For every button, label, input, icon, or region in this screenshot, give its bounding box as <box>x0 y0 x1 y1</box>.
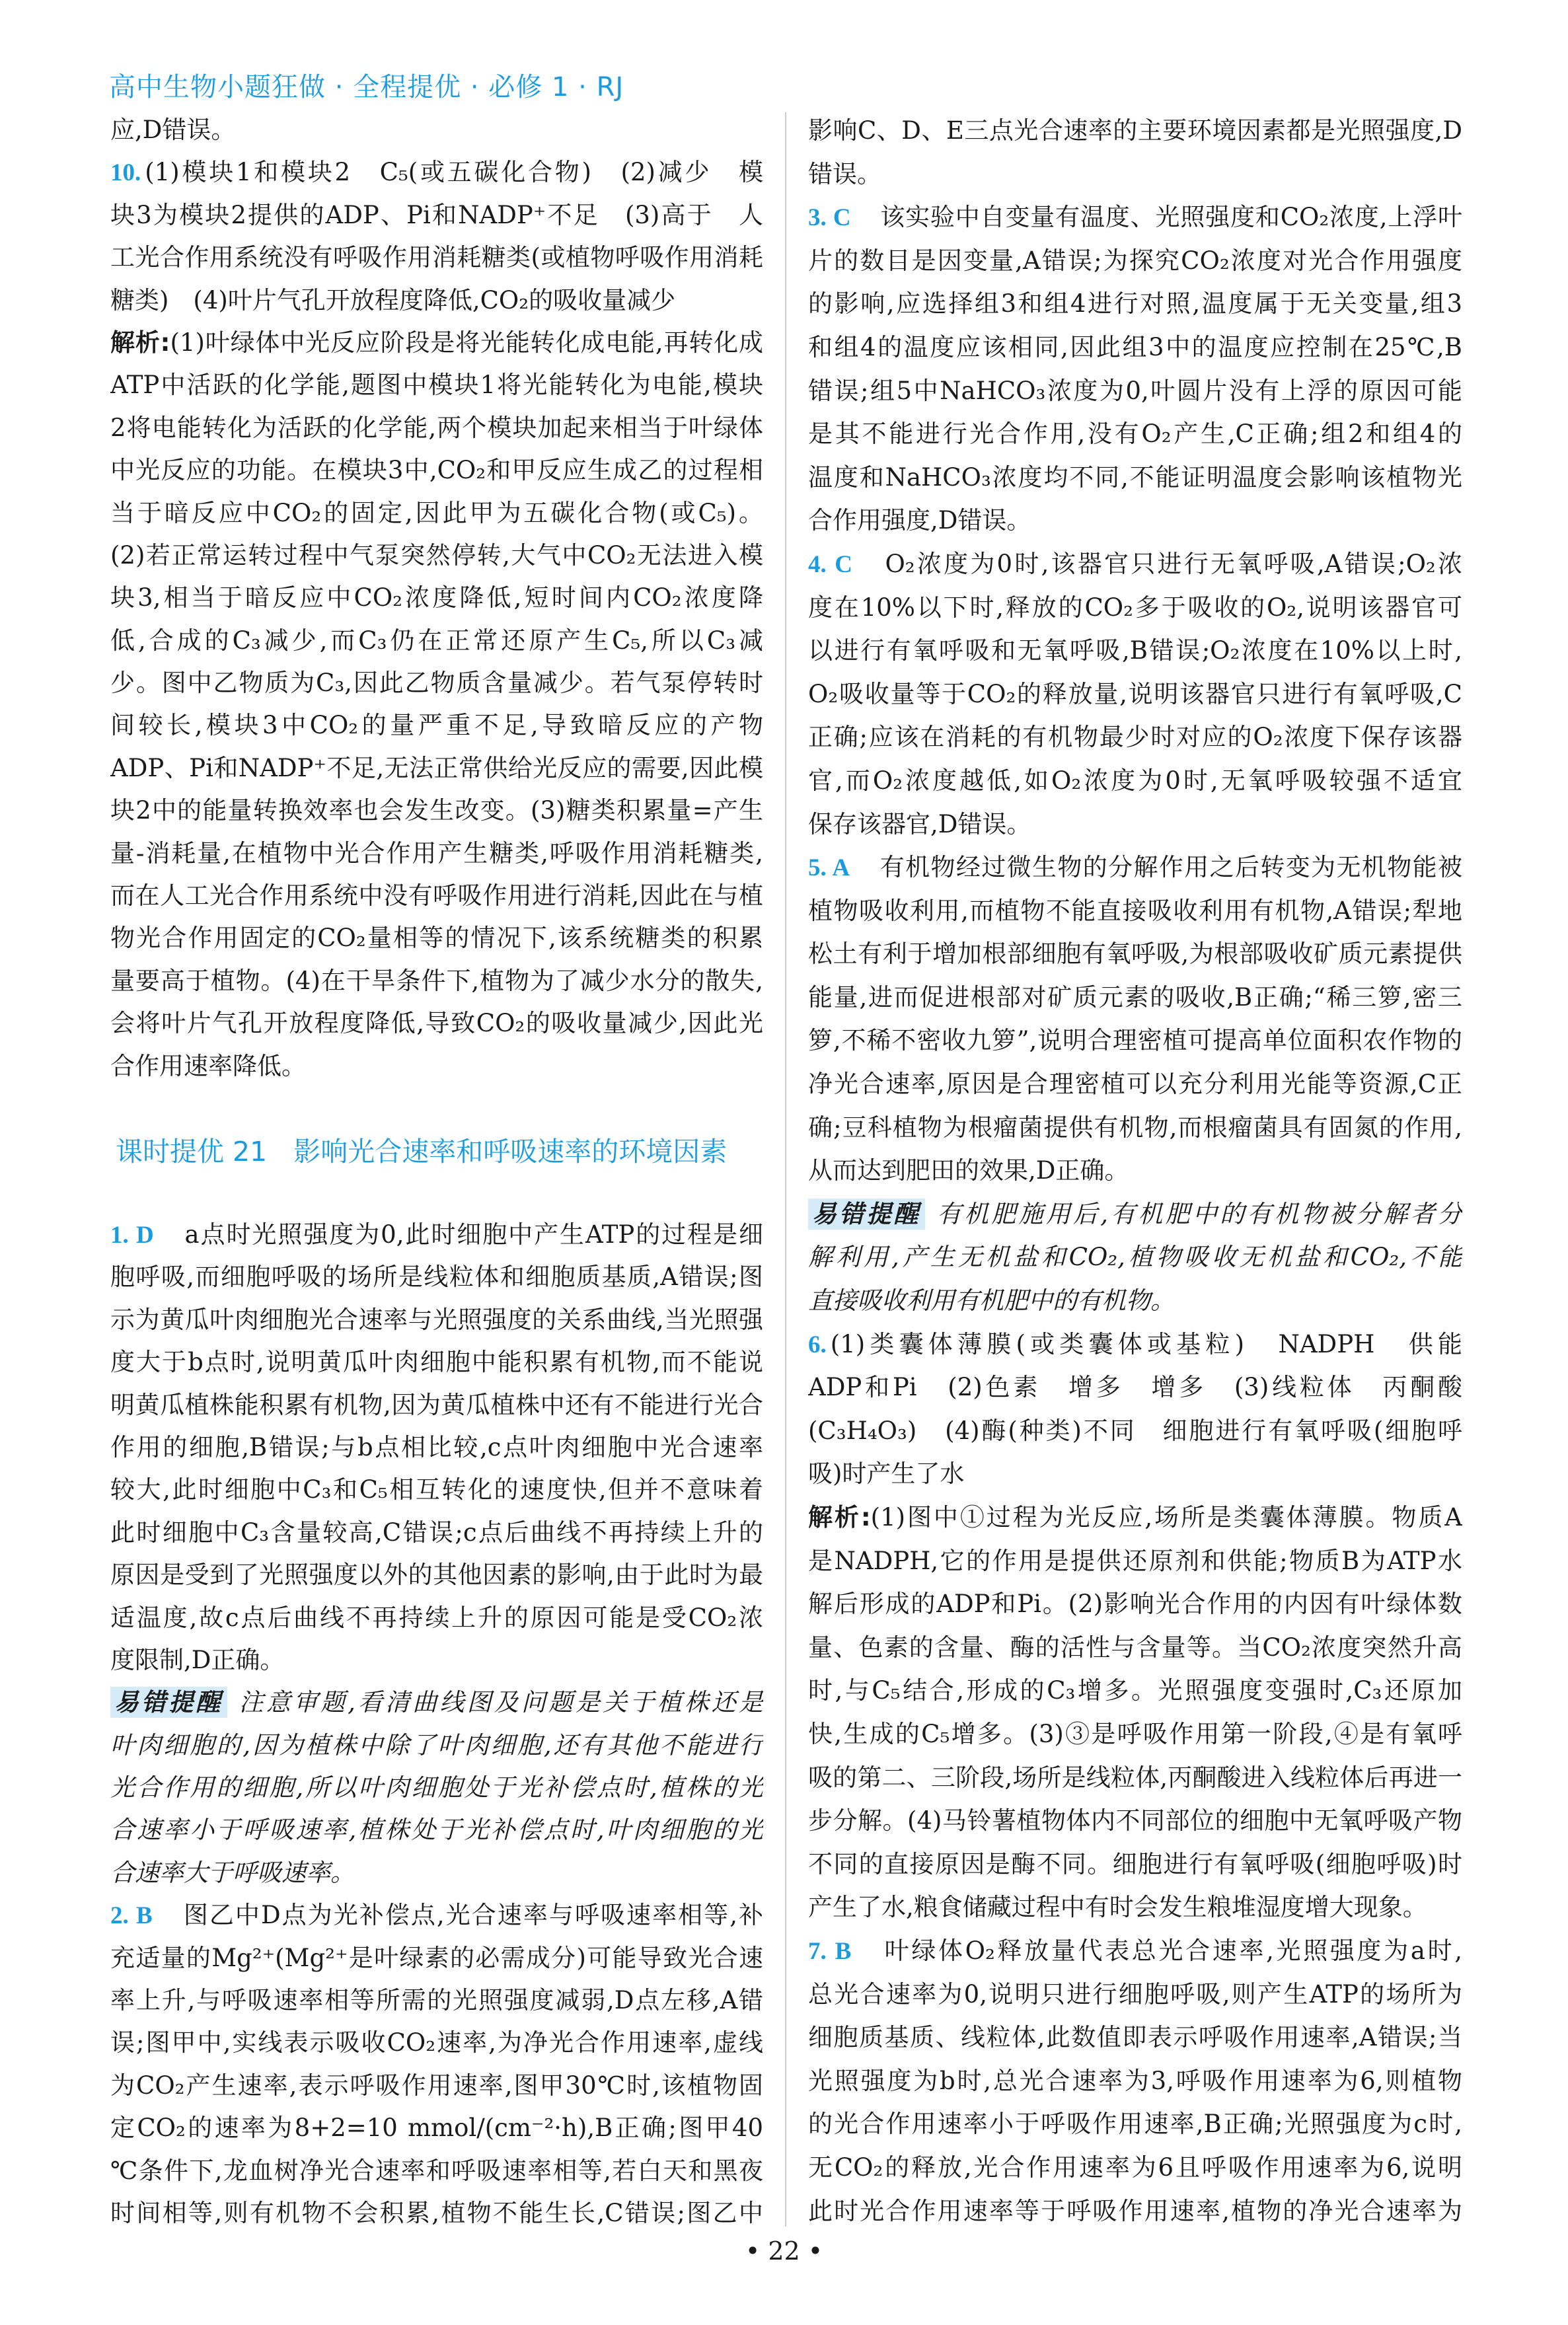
line-text: 块3为模块2提供的ADP、Pi和NADP⁺不足 (3)高于 人 <box>110 200 763 229</box>
line-text: O₂浓度为0时,该器官只进行无氧呼吸,A错误;O₂浓 <box>856 549 1462 578</box>
text-line <box>110 1512 763 1554</box>
line-text: 当于暗反应中CO₂的固定,因此甲为五碳化合物(或C₅)。 <box>110 498 763 527</box>
text-line <box>110 1554 763 1596</box>
left-column-top <box>110 109 763 1088</box>
text-line <box>808 1452 1462 1496</box>
line-text: 原因是受到了光照强度以外的其他因素的影响,由于此时为最 <box>110 1561 763 1590</box>
text-line <box>808 1019 1462 1062</box>
answer-item <box>808 196 1462 542</box>
text-line <box>110 194 763 237</box>
line-text: 和组4的温度应该相同,因此组3中的温度应控制在25℃,B <box>808 332 1462 361</box>
error-tip <box>110 1681 763 1894</box>
line-text: 量、色素的含量、酶的活性与含量等。当CO₂浓度突然升高 <box>808 1633 1462 1662</box>
line-text: 适温度,故c点后曲线不再持续上升的原因可能是受CO₂浓 <box>110 1603 763 1632</box>
error-tip-label: 易错提醒 <box>110 1687 227 1718</box>
line-text: 时间相等,则有机物不会积累,植物不能生长,C错误;图乙中 <box>110 2198 763 2227</box>
line-text: 注意审题,看清曲线图及问题是关于植株还是 <box>239 1688 763 1717</box>
answer-item <box>808 1929 1462 2233</box>
text-line <box>110 662 763 704</box>
line-text: 不同的直接原因是酶不同。细胞进行有氧呼吸(细胞呼吸)时 <box>808 1849 1462 1878</box>
text-line <box>808 1323 1462 1366</box>
text-line <box>110 1384 763 1426</box>
text-line <box>110 1639 763 1681</box>
text-line <box>110 109 763 151</box>
line-text: 工光合作用系统没有呼吸作用消耗糖类(或植物呼吸作用消耗 <box>110 243 763 272</box>
answer-number: 7. B <box>808 1937 852 1965</box>
line-text: (2)若正常运转过程中气泵突然停转,大气中CO₂无法进入模 <box>110 540 763 570</box>
text-line <box>110 917 763 959</box>
line-text: 直接吸收利用有机肥中的有机物。 <box>808 1286 1175 1315</box>
text-line <box>808 1973 1462 2016</box>
text-line <box>110 1681 763 1724</box>
line-text: 应,D错误。 <box>110 116 236 144</box>
text-line <box>808 1929 1462 1973</box>
line-text: 块2中的能量转换效率也会发生改变。(3)糖类积累量=产生 <box>110 796 763 825</box>
text-line <box>110 2022 763 2064</box>
line-text: 的光合作用速率小于呼吸作用速率,B正确;光照强度为c时, <box>808 2110 1462 2139</box>
text-line <box>110 1214 763 1256</box>
answer-number: 2. B <box>110 1902 153 1930</box>
line-text: (1)模块1和模块2 C₅(或五碳化合物) (2)减少 模 <box>145 158 763 187</box>
text-line <box>110 620 763 662</box>
line-text: 该实验中自变量有温度、光照强度和CO₂浓度,上浮叶 <box>854 203 1462 232</box>
text-line <box>110 577 763 619</box>
text-line <box>110 1045 763 1088</box>
text-line <box>808 1149 1462 1193</box>
line-text: 步分解。(4)马铃薯植物体内不同部位的细胞中无氧呼吸产物 <box>808 1806 1462 1835</box>
text-line <box>110 407 763 449</box>
line-text: 物光合作用固定的CO₂量相等的情况下,该系统糖类的积累 <box>110 924 763 953</box>
text-line <box>808 412 1462 456</box>
error-tip-label: 易错提醒 <box>808 1199 925 1230</box>
analysis-label: 解析: <box>110 328 170 357</box>
text-line <box>808 976 1462 1019</box>
text-line <box>808 2059 1462 2103</box>
line-text: 叶肉细胞的,因为植株中除了叶肉细胞,还有其他不能进行 <box>110 1730 763 1759</box>
column-divider <box>785 112 786 2227</box>
line-text: 吸的第二、三阶段,场所是线粒体,丙酮酸进入线粒体后再进一 <box>808 1763 1462 1792</box>
line-text: (1)叶绿体中光反应阶段是将光能转化成电能,再转化成 <box>170 328 763 357</box>
text-line <box>110 960 763 1002</box>
line-text: 合速率小于呼吸速率,植株处于光补偿点时,叶肉细胞的光 <box>110 1816 763 1845</box>
line-text: 合作用速率降低。 <box>110 1051 306 1080</box>
line-text: 影响C、D、E三点光合速率的主要环境因素都是光照强度,D <box>808 116 1462 145</box>
line-text: 示为黄瓜叶肉细胞光合速率与光照强度的关系曲线,当光照强 <box>110 1305 763 1334</box>
line-text: 光照强度为b时,总光合速率为3,呼吸作用速率为6,则植物 <box>808 2066 1462 2095</box>
book-header: 高中生物小题狂做 · 全程提优 · 必修 1 · RJ <box>109 72 624 102</box>
line-text: 量要高于植物。(4)在干旱条件下,植物为了减少水分的散失, <box>110 966 763 995</box>
text-line <box>110 1809 763 1851</box>
line-text: 明黄瓜植株能积累有机物,因为黄瓜植株中还有不能进行光合 <box>110 1390 763 1419</box>
line-text: 误;图甲中,实线表示吸收CO₂速率,为净光合作用速率,虚线 <box>110 2028 763 2057</box>
analysis <box>808 1496 1462 1929</box>
line-text: 有机肥施用后,有机肥中的有机物被分解者分 <box>936 1199 1462 1228</box>
answer-item <box>808 1323 1462 1496</box>
text-line <box>808 889 1462 933</box>
line-text: 中光反应的功能。在模块3中,CO₂和甲反应生成乙的过程相 <box>110 456 763 485</box>
text-line <box>808 282 1462 326</box>
left-column-bottom <box>110 1214 763 2234</box>
text-line <box>110 1894 763 1937</box>
answer-number: 1. D <box>110 1222 154 1249</box>
text-line <box>110 875 763 917</box>
line-text: 合速率大于呼吸速率。 <box>110 1858 355 1887</box>
analysis-label: 解析: <box>808 1503 871 1532</box>
text-line <box>808 369 1462 413</box>
line-text: 充适量的Mg²⁺(Mg²⁺是叶绿素的必需成分)可能导致光合速 <box>110 1943 763 1972</box>
line-text: 度大于b点时,说明黄瓜叶肉细胞中能积累有机物,而不能说 <box>110 1348 763 1377</box>
answer-item <box>110 151 763 322</box>
text-line <box>110 151 763 194</box>
section-heading: 影响光合速率和呼吸速率的环境因素 <box>293 1136 728 1167</box>
text-line <box>110 535 763 577</box>
text-line <box>808 499 1462 542</box>
line-text: 少。图中乙物质为C₃,因此乙物质含量减少。若气泵停转时 <box>110 669 763 698</box>
line-text: 是其不能进行光合作用,没有O₂产生,C正确;组2和组4的 <box>808 420 1462 449</box>
line-text: 而在人工光合作用系统中没有呼吸作用进行消耗,因此在与植 <box>110 881 763 910</box>
line-text: 正确;应该在消耗的有机物最少时对应的O₂浓度下保存该器 <box>808 723 1462 752</box>
answer-number: 4. C <box>808 550 852 578</box>
answer-number: 3. C <box>808 204 851 232</box>
line-text: 松土有利于增加根部细胞有氧呼吸,为根部吸收矿质元素提供 <box>808 940 1462 969</box>
line-text: 间较长,模块3中CO₂的量严重不足,导致暗反应的产物 <box>110 711 763 740</box>
text-line <box>808 846 1462 889</box>
text-line <box>110 1469 763 1511</box>
line-text: 植物吸收利用,而植物不能直接吸收利用有机物,A错误;犁地 <box>808 896 1462 925</box>
text-line <box>808 716 1462 759</box>
text-line <box>808 1756 1462 1800</box>
section-title <box>116 1130 770 1169</box>
line-text: (C₃H₄O₃) (4)酶(种类)不同 细胞进行有氧呼吸(细胞呼 <box>808 1416 1462 1445</box>
text-line <box>808 153 1462 196</box>
text-line <box>110 2150 763 2192</box>
line-text: 此时光合作用速率等于呼吸作用速率,植物的净光合速率为 <box>808 2196 1462 2225</box>
answer-number: 5. A <box>808 854 850 882</box>
line-text: (1)类囊体薄膜(或类囊体或基粒) NADPH 供能 <box>830 1329 1462 1358</box>
line-text: 图乙中D点为光补偿点,光合速率与呼吸速率相等,补 <box>156 1901 763 1930</box>
line-text: 解后形成的ADP和Pi。(2)影响光合作用的内因有叶绿体数 <box>808 1590 1462 1619</box>
text-line <box>808 109 1462 153</box>
text-line <box>110 1341 763 1384</box>
text-line <box>808 629 1462 673</box>
text-line <box>110 1937 763 1979</box>
text-line <box>110 1256 763 1298</box>
line-text: 箩,不稀不密收九箩”,说明合理密植可提高单位面积农作物的 <box>808 1026 1462 1055</box>
line-text: 片的数目是因变量,A错误;为探究CO₂浓度对光合作用强度 <box>808 246 1462 275</box>
line-text: ATP中活跃的化学能,题图中模块1将光能转化为电能,模块 <box>110 371 763 400</box>
text-line <box>808 1582 1462 1626</box>
text-line <box>808 2190 1462 2233</box>
answer-item <box>110 1894 763 2234</box>
text-line <box>110 1002 763 1045</box>
text-line <box>808 1539 1462 1583</box>
line-text: 能量,进而促进根部对矿质元素的吸收,B正确;“稀三箩,密三 <box>808 982 1462 1012</box>
text-line <box>110 1852 763 1894</box>
line-text: ADP和Pi (2)色素 增多 增多 (3)线粒体 丙酮酸 <box>808 1373 1462 1402</box>
line-text: (1)图中①过程为光反应,场所是类囊体薄膜。物质A <box>870 1503 1462 1532</box>
line-text: ADP、Pi和NADP⁺不足,无法正常供给光反应的需要,因此模 <box>110 753 763 782</box>
line-text: 快,生成的C₅增多。(3)③是呼吸作用第一阶段,④是有氧呼 <box>808 1719 1462 1748</box>
text-line <box>808 1409 1462 1453</box>
paragraph <box>808 109 1462 196</box>
line-text: 官,而O₂浓度越低,如O₂浓度为0时,无氧呼吸较强不适宜 <box>808 766 1462 795</box>
text-line <box>110 492 763 535</box>
line-text: 会将叶片气孔开放程度降低,导致CO₂的吸收量减少,因此光 <box>110 1009 763 1038</box>
text-line <box>808 1279 1462 1323</box>
line-text: 光合作用的细胞,所以叶肉细胞处于光补偿点时,植株的光 <box>110 1773 763 1802</box>
line-text: 量-消耗量,在植物中光合作用产生糖类,呼吸作用消耗糖类, <box>110 838 763 867</box>
text-line <box>808 673 1462 716</box>
line-text: 无CO₂的释放,光合作用速率为6且呼吸作用速率为6,说明 <box>808 2153 1462 2182</box>
text-line <box>808 1669 1462 1713</box>
text-line <box>808 2016 1462 2059</box>
text-line <box>808 1886 1462 1929</box>
line-text: 此时细胞中C₃含量较高,C错误;c点后曲线不再持续上升的 <box>110 1518 763 1547</box>
text-line <box>110 279 763 322</box>
line-text: 确;豆科植物为根瘤菌提供有机物,而根瘤菌具有固氮的作用, <box>808 1113 1462 1142</box>
line-text: 为CO₂产生速率,表示呼吸作用速率,图甲30℃时,该植物固 <box>110 2071 763 2100</box>
line-text: 定CO₂的速率为8+2=10 mmol/(cm⁻²·h),B正确;图甲40 <box>110 2114 763 2143</box>
error-tip <box>808 1193 1462 1323</box>
text-line <box>110 832 763 875</box>
line-text: 以进行有氧呼吸和无氧呼吸,B错误;O₂浓度在10%以上时, <box>808 636 1462 665</box>
line-text: 净光合速率,原因是合理密植可以充分利用光能等资源,C正 <box>808 1070 1462 1099</box>
text-line <box>808 1193 1462 1236</box>
line-text: 细胞质基质、线粒体,此数值即表示呼吸作用速率,A错误;当 <box>808 2023 1462 2052</box>
line-text: 低,合成的C₃减少,而C₃仍在正常还原产生C₅,所以C₃减 <box>110 626 763 655</box>
line-text: 的影响,应选择组3和组4进行对照,温度属于无关变量,组3 <box>808 289 1462 318</box>
page-number: • 22 • <box>745 2236 823 2266</box>
line-text: 度在10%以下时,释放的CO₂多于吸收的O₂,说明该器官可 <box>808 593 1462 622</box>
line-text: 合作用强度,D错误。 <box>808 506 1031 535</box>
text-line <box>808 1236 1462 1279</box>
line-text: 从而达到肥田的效果,D正确。 <box>808 1156 1129 1185</box>
line-text: O₂吸收量等于CO₂的释放量,说明该器官只进行有氧呼吸,C <box>808 679 1462 708</box>
text-line <box>808 1106 1462 1150</box>
text-line <box>808 932 1462 976</box>
text-line <box>110 790 763 832</box>
text-line <box>110 322 763 364</box>
text-line <box>808 1062 1462 1106</box>
answer-number: 6. <box>808 1331 827 1358</box>
section-number: 课时提优 21 <box>116 1136 268 1167</box>
text-line <box>808 239 1462 283</box>
line-text: a点时光照强度为0,此时细胞中产生ATP的过程是细 <box>157 1220 763 1249</box>
text-line <box>808 759 1462 803</box>
line-text: 产生了水,粮食储藏过程中有时会发生粮堆湿度增大现象。 <box>808 1893 1427 1922</box>
line-text: 糖类) (4)叶片气孔开放程度降低,CO₂的吸收量减少 <box>110 285 676 314</box>
line-text: 错误。 <box>808 159 881 188</box>
line-text: 是NADPH,它的作用是提供还原剂和供能;物质B为ATP水 <box>808 1546 1462 1575</box>
text-line <box>808 803 1462 846</box>
text-line <box>110 1597 763 1639</box>
line-text: 胞呼吸,而细胞呼吸的场所是线粒体和细胞质基质,A错误;图 <box>110 1263 763 1292</box>
text-line <box>110 2107 763 2149</box>
text-line <box>808 2146 1462 2190</box>
text-line <box>808 1799 1462 1843</box>
text-line <box>808 2102 1462 2146</box>
text-line <box>110 1299 763 1341</box>
text-line <box>808 326 1462 369</box>
line-text: 较大,此时细胞中C₃和C₅相互转化的速度快,但并不意味着 <box>110 1475 763 1504</box>
text-line <box>110 1724 763 1767</box>
line-text: 吸)时产生了水 <box>808 1459 965 1489</box>
text-line <box>110 1426 763 1469</box>
text-line <box>808 586 1462 630</box>
text-line <box>110 2192 763 2234</box>
line-text: 保存该器官,D错误。 <box>808 809 1031 838</box>
line-text: 总光合速率为0,说明只进行细胞呼吸,则产生ATP的场所为 <box>808 1979 1462 2009</box>
text-line <box>808 1843 1462 1886</box>
text-line <box>808 1496 1462 1539</box>
text-line <box>808 1626 1462 1670</box>
text-line <box>808 456 1462 499</box>
text-line <box>110 1979 763 2022</box>
text-line <box>808 542 1462 586</box>
text-line <box>110 2065 763 2107</box>
text-line <box>110 449 763 492</box>
line-text: 块3,相当于暗反应中CO₂浓度降低,短时间内CO₂浓度降 <box>110 583 763 612</box>
text-line <box>110 237 763 279</box>
line-text: 2将电能转化为活跃的化学能,两个模块加起来相当于叶绿体 <box>110 413 763 442</box>
line-text: 叶绿体O₂释放量代表总光合速率,光照强度为a时, <box>855 1936 1462 1965</box>
analysis <box>110 322 763 1088</box>
line-text: 时,与C₅结合,形成的C₃增多。光照强度变强时,C₃还原加 <box>808 1676 1462 1705</box>
text-line <box>808 1713 1462 1756</box>
line-text: ℃条件下,龙血树净光合速率和呼吸速率相等,若白天和黑夜 <box>110 2156 763 2185</box>
text-line <box>110 364 763 406</box>
right-column <box>808 109 1462 2233</box>
text-line <box>110 1767 763 1809</box>
line-text: 温度和NaHCO₃浓度均不同,不能证明温度会影响该植物光 <box>808 462 1462 492</box>
line-text: 有机物经过微生物的分解作用之后转变为无机物能被 <box>854 853 1462 882</box>
line-text: 度限制,D正确。 <box>110 1645 285 1674</box>
line-text: 作用的细胞,B错误;与b点相比较,c点叶肉细胞中光合速率 <box>110 1432 763 1461</box>
paragraph <box>110 109 763 151</box>
answer-item <box>808 846 1462 1193</box>
line-text: 错误;组5中NaHCO₃浓度为0,叶圆片没有上浮的原因可能 <box>808 376 1462 405</box>
answer-item <box>110 1214 763 1681</box>
text-line <box>808 196 1462 239</box>
line-text: 解利用,产生无机盐和CO₂,植物吸收无机盐和CO₂,不能 <box>808 1243 1462 1272</box>
text-line <box>808 1366 1462 1409</box>
line-text: 率上升,与呼吸速率相等所需的光照强度减弱,D点左移,A错 <box>110 1986 763 2015</box>
answer-number: 10. <box>110 159 141 187</box>
answer-item <box>808 542 1462 846</box>
text-line <box>110 747 763 790</box>
text-line <box>110 704 763 747</box>
